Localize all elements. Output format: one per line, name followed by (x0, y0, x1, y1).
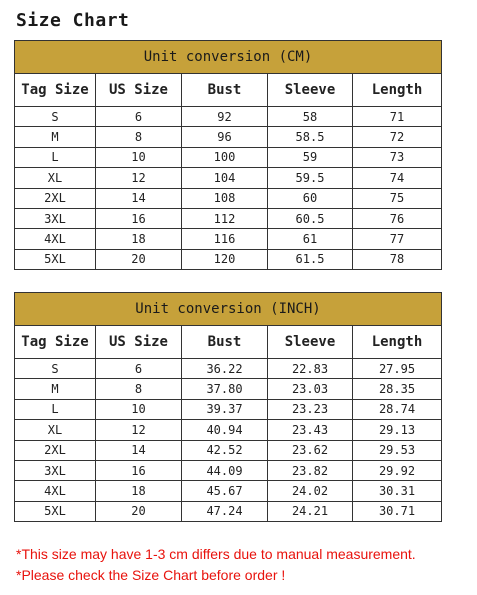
table-cell: 12 (96, 420, 182, 440)
table-cell: 59.5 (268, 168, 353, 188)
table-cell: 29.92 (353, 460, 442, 480)
table-row (15, 379, 442, 399)
table-cell: 22.83 (268, 359, 353, 379)
table-cell: 108 (182, 188, 268, 208)
table-cell: 100 (182, 147, 268, 167)
table-caption: Unit conversion (INCH) (15, 293, 442, 326)
table-cell: XL (15, 168, 96, 188)
size-table-cm (14, 40, 442, 270)
table-cell: 10 (96, 147, 182, 167)
column-header: Length (353, 74, 442, 107)
table-cell: 16 (96, 460, 182, 480)
table-cell: 61 (268, 229, 353, 249)
table-cell: 28.35 (353, 379, 442, 399)
table-cell: 44.09 (182, 460, 268, 480)
table-cell: 104 (182, 168, 268, 188)
table-cell: 23.62 (268, 440, 353, 460)
table-cell: 4XL (15, 229, 96, 249)
disclaimer-note: *Please check the Size Chart before order ! (16, 567, 286, 583)
column-header: Bust (182, 74, 268, 107)
table-cell: 75 (353, 188, 442, 208)
table-cell: 42.52 (182, 440, 268, 460)
table-cell: 12 (96, 168, 182, 188)
table-cell: 45.67 (182, 481, 268, 501)
table-cell: 61.5 (268, 249, 353, 269)
table-row (15, 229, 442, 249)
table-row (15, 359, 442, 379)
table-cell: 77 (353, 229, 442, 249)
table-cell: 39.37 (182, 399, 268, 419)
table-cell: M (15, 379, 96, 399)
column-header: Tag Size (15, 326, 96, 359)
table-cell: 78 (353, 249, 442, 269)
table-cell: 59 (268, 147, 353, 167)
table-cell: 8 (96, 379, 182, 399)
disclaimer-note: *This size may have 1-3 cm differs due to manual measurement. (16, 546, 416, 562)
table-cell: 6 (96, 359, 182, 379)
table-cell: 74 (353, 168, 442, 188)
table-row (15, 399, 442, 419)
table-cell: 2XL (15, 440, 96, 460)
column-header: Length (353, 326, 442, 359)
table-row (15, 420, 442, 440)
table-cell: S (15, 107, 96, 127)
table-cell: 24.21 (268, 501, 353, 521)
table-cell: 60.5 (268, 208, 353, 228)
table-cell: 23.03 (268, 379, 353, 399)
column-header: US Size (96, 326, 182, 359)
table-cell: 14 (96, 188, 182, 208)
column-header: US Size (96, 74, 182, 107)
column-header: Tag Size (15, 74, 96, 107)
table-cell: 18 (96, 481, 182, 501)
table-cell: 20 (96, 249, 182, 269)
table-cell: 14 (96, 440, 182, 460)
table-cell: 29.13 (353, 420, 442, 440)
table-cell: 71 (353, 107, 442, 127)
table-cell: 23.23 (268, 399, 353, 419)
table-cell: 16 (96, 208, 182, 228)
table-cell: 3XL (15, 208, 96, 228)
size-table-inch (14, 292, 442, 522)
table-cell: 23.43 (268, 420, 353, 440)
table-cell: 76 (353, 208, 442, 228)
header-row (15, 74, 442, 107)
table-cell: 5XL (15, 249, 96, 269)
table-cell: 40.94 (182, 420, 268, 440)
table-cell: 30.31 (353, 481, 442, 501)
table-cell: 120 (182, 249, 268, 269)
table-caption: Unit conversion (CM) (15, 41, 442, 74)
table-row (15, 208, 442, 228)
table-cell: 4XL (15, 481, 96, 501)
table-cell: 30.71 (353, 501, 442, 521)
table-cell: 60 (268, 188, 353, 208)
table-cell: 27.95 (353, 359, 442, 379)
table-cell: 37.80 (182, 379, 268, 399)
table-row (15, 460, 442, 480)
table-cell: L (15, 399, 96, 419)
table-cell: 96 (182, 127, 268, 147)
table-cell: 10 (96, 399, 182, 419)
table-cell: 28.74 (353, 399, 442, 419)
table-cell: 58.5 (268, 127, 353, 147)
table-row (15, 501, 442, 521)
table-row (15, 107, 442, 127)
table-cell: 116 (182, 229, 268, 249)
column-header: Sleeve (268, 326, 353, 359)
table-cell: XL (15, 420, 96, 440)
table-cell: 3XL (15, 460, 96, 480)
page-title: Size Chart (16, 10, 130, 31)
table-row (15, 188, 442, 208)
table-row (15, 481, 442, 501)
table-cell: 24.02 (268, 481, 353, 501)
table-cell: 36.22 (182, 359, 268, 379)
table-row (15, 249, 442, 269)
table-cell: 18 (96, 229, 182, 249)
table-cell: S (15, 359, 96, 379)
table-cell: 29.53 (353, 440, 442, 460)
table-cell: 47.24 (182, 501, 268, 521)
table-row (15, 147, 442, 167)
table-cell: 2XL (15, 188, 96, 208)
table-cell: 8 (96, 127, 182, 147)
column-header: Sleeve (268, 74, 353, 107)
table-cell: 58 (268, 107, 353, 127)
table-cell: 72 (353, 127, 442, 147)
table-cell: 92 (182, 107, 268, 127)
header-row (15, 326, 442, 359)
table-cell: 20 (96, 501, 182, 521)
table-cell: 6 (96, 107, 182, 127)
table-row (15, 127, 442, 147)
table-cell: 112 (182, 208, 268, 228)
table-cell: 73 (353, 147, 442, 167)
table-cell: 5XL (15, 501, 96, 521)
table-row (15, 440, 442, 460)
table-cell: L (15, 147, 96, 167)
table-cell: 23.82 (268, 460, 353, 480)
table-cell: M (15, 127, 96, 147)
table-row (15, 168, 442, 188)
column-header: Bust (182, 326, 268, 359)
